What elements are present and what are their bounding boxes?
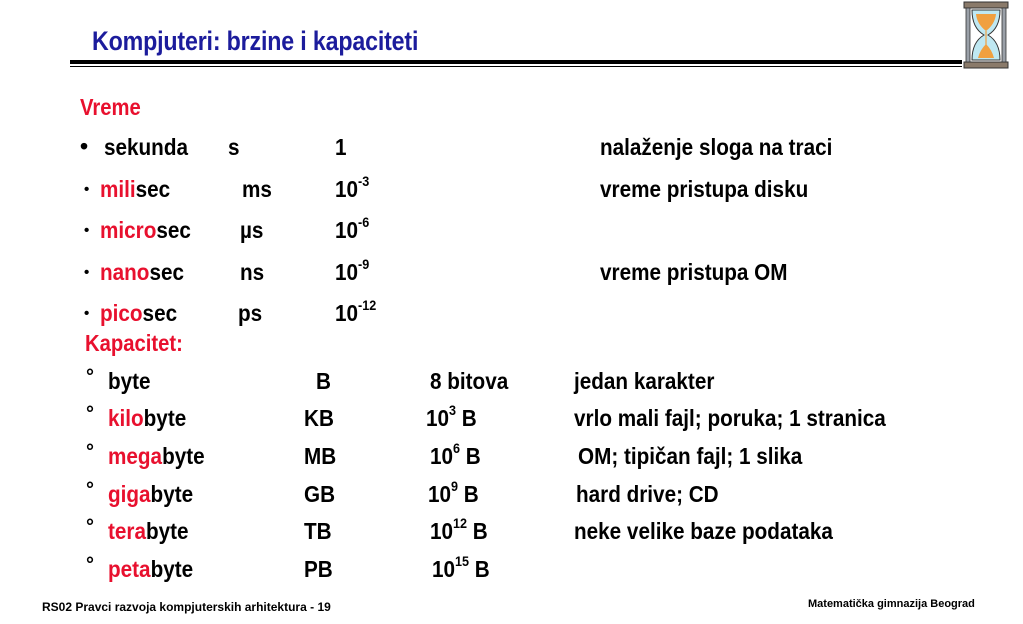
- degree-bullet: °: [86, 403, 94, 425]
- time-unit: picosec: [100, 300, 178, 326]
- bullet: •: [84, 305, 90, 322]
- time-symbol: ns: [240, 259, 265, 285]
- footer-right: Matematička gimnazija Beograd: [808, 598, 975, 610]
- capacity-value: $10^9$ B: [428, 478, 479, 507]
- time-value: $10^{-6}$: [335, 214, 370, 243]
- time-value: $10^{-9}$: [335, 256, 370, 285]
- capacity-note: OM; tipičan fajl; 1 slika: [578, 443, 803, 469]
- time-value: $10^{-12}$: [335, 297, 377, 326]
- degree-bullet: °: [86, 554, 94, 576]
- capacity-heading: Kapacitet:: [85, 330, 183, 356]
- title-underline: [70, 60, 962, 64]
- capacity-symbol: MB: [304, 443, 337, 469]
- capacity-symbol: GB: [304, 481, 336, 507]
- capacity-unit: terabyte: [108, 518, 189, 544]
- capacity-value: $10^{12}$ B: [430, 515, 488, 544]
- time-unit: milisec: [100, 176, 171, 202]
- time-unit: nanosec: [100, 259, 184, 285]
- time-symbol: ms: [242, 176, 272, 202]
- capacity-value: $10^3$ B: [426, 402, 477, 431]
- bullet: •: [84, 264, 90, 281]
- time-unit: sekunda: [104, 134, 188, 160]
- capacity-value: 8 bitova: [430, 368, 509, 394]
- hourglass-icon: [962, 0, 1010, 70]
- capacity-symbol: TB: [304, 518, 332, 544]
- capacity-symbol: KB: [304, 405, 334, 431]
- footer-left: RS02 Pravci razvoja kompjuterskih arhitektura - 19: [42, 600, 331, 614]
- capacity-value: $10^{15}$ B: [432, 553, 490, 582]
- capacity-symbol: PB: [304, 556, 333, 582]
- bullet: •: [84, 181, 90, 198]
- time-note: nalaženje sloga na traci: [600, 134, 833, 160]
- degree-bullet: °: [86, 479, 94, 501]
- time-symbol: µs: [240, 217, 264, 243]
- time-unit: microsec: [100, 217, 191, 243]
- capacity-note: neke velike baze podataka: [574, 518, 833, 544]
- capacity-unit: byte: [108, 368, 151, 394]
- degree-bullet: °: [86, 516, 94, 538]
- capacity-note: vrlo mali fajl; poruka; 1 stranica: [574, 405, 886, 431]
- capacity-note: hard drive; CD: [576, 481, 719, 507]
- slide-title: Kompjuteri: brzine i kapaciteti: [92, 26, 419, 56]
- capacity-unit: megabyte: [108, 443, 205, 469]
- time-note: vreme pristupa disku: [600, 176, 809, 202]
- bullet: •: [80, 133, 89, 159]
- capacity-value: $10^6$ B: [430, 440, 481, 469]
- degree-bullet: °: [86, 366, 94, 388]
- time-symbol: s: [228, 134, 240, 160]
- bullet: •: [84, 222, 90, 239]
- capacity-note: jedan karakter: [574, 368, 715, 394]
- capacity-unit: gigabyte: [108, 481, 194, 507]
- time-value: 1: [335, 134, 347, 160]
- capacity-symbol: B: [316, 368, 331, 394]
- time-symbol: ps: [238, 300, 263, 326]
- title-underline-thin: [70, 66, 962, 67]
- capacity-unit: kilobyte: [108, 405, 187, 431]
- degree-bullet: °: [86, 441, 94, 463]
- time-heading: Vreme: [80, 94, 141, 120]
- time-value: $10^{-3}$: [335, 173, 370, 202]
- capacity-unit: petabyte: [108, 556, 194, 582]
- time-note: vreme pristupa OM: [600, 259, 788, 285]
